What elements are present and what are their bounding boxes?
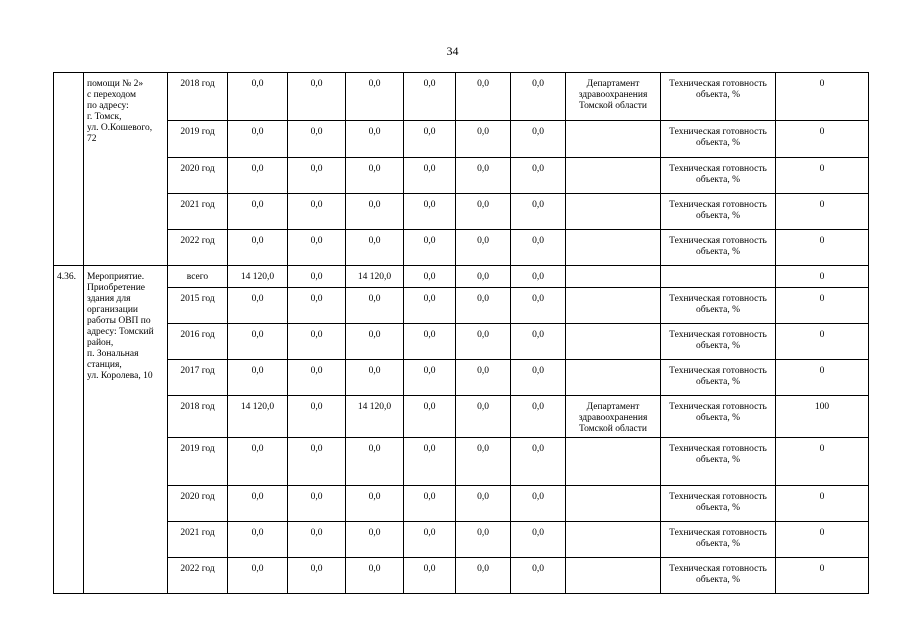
- year-cell: 2019 год: [168, 121, 228, 158]
- indicator-cell: Техническая готовность объекта, %: [661, 230, 776, 266]
- total-cell: 0,0: [228, 558, 288, 594]
- federal-budget-cell: 0,0: [288, 486, 346, 522]
- target-value-cell: 0: [776, 486, 869, 522]
- extrabudget-cell: 0,0: [456, 288, 511, 324]
- total-cell: 14 120,0: [228, 396, 288, 438]
- executor-cell: [566, 486, 661, 522]
- total-cell: 0,0: [228, 486, 288, 522]
- municipal-budget-cell: 0,0: [404, 121, 456, 158]
- target-value-cell: 0: [776, 266, 869, 288]
- year-cell: 2020 год: [168, 158, 228, 194]
- year-cell: 2018 год: [168, 73, 228, 121]
- indicator-cell: Техническая готовность объекта, %: [661, 194, 776, 230]
- table-row: [54, 396, 869, 438]
- other-funds-cell: 0,0: [511, 121, 566, 158]
- total-cell: 0,0: [228, 194, 288, 230]
- extrabudget-cell: 0,0: [456, 486, 511, 522]
- extrabudget-cell: 0,0: [456, 324, 511, 360]
- extrabudget-cell: 0,0: [456, 558, 511, 594]
- municipal-budget-cell: 0,0: [404, 230, 456, 266]
- page-number: 34: [446, 44, 459, 58]
- table-row: [54, 438, 869, 486]
- table-row: [54, 158, 869, 194]
- target-value-cell: 0: [776, 360, 869, 396]
- target-value-cell: 0: [776, 73, 869, 121]
- target-value-cell: 0: [776, 230, 869, 266]
- total-cell: 0,0: [228, 230, 288, 266]
- municipal-budget-cell: 0,0: [404, 522, 456, 558]
- other-funds-cell: 0,0: [511, 360, 566, 396]
- federal-budget-cell: 0,0: [288, 121, 346, 158]
- total-cell: 0,0: [228, 121, 288, 158]
- year-cell: 2020 год: [168, 486, 228, 522]
- total-cell: 0,0: [228, 288, 288, 324]
- executor-cell: [566, 522, 661, 558]
- federal-budget-cell: 0,0: [288, 288, 346, 324]
- regional-budget-cell: 0,0: [346, 522, 404, 558]
- extrabudget-cell: 0,0: [456, 360, 511, 396]
- year-cell: всего: [168, 266, 228, 288]
- year-cell: 2022 год: [168, 230, 228, 266]
- federal-budget-cell: 0,0: [288, 522, 346, 558]
- other-funds-cell: 0,0: [511, 288, 566, 324]
- federal-budget-cell: 0,0: [288, 438, 346, 486]
- other-funds-cell: 0,0: [511, 438, 566, 486]
- municipal-budget-cell: 0,0: [404, 360, 456, 396]
- regional-budget-cell: 0,0: [346, 288, 404, 324]
- target-value-cell: 100: [776, 396, 869, 438]
- regional-budget-cell: 0,0: [346, 73, 404, 121]
- target-value-cell: 0: [776, 324, 869, 360]
- executor-cell: [566, 121, 661, 158]
- total-cell: 0,0: [228, 522, 288, 558]
- other-funds-cell: 0,0: [511, 266, 566, 288]
- other-funds-cell: 0,0: [511, 73, 566, 121]
- target-value-cell: 0: [776, 288, 869, 324]
- executor-cell: [566, 324, 661, 360]
- federal-budget-cell: 0,0: [288, 230, 346, 266]
- extrabudget-cell: 0,0: [456, 230, 511, 266]
- table-row: [54, 194, 869, 230]
- other-funds-cell: 0,0: [511, 194, 566, 230]
- item-name: Мероприятие. Приобретение здания для организации работы ОВП по адресу: Томский район, п. Зональная станция, ул. Королева, 10: [84, 266, 168, 594]
- other-funds-cell: 0,0: [511, 486, 566, 522]
- federal-budget-cell: 0,0: [288, 396, 346, 438]
- indicator-cell: Техническая готовность объекта, %: [661, 288, 776, 324]
- indicator-cell: Техническая готовность объекта, %: [661, 558, 776, 594]
- table-row: [54, 230, 869, 266]
- regional-budget-cell: 0,0: [346, 558, 404, 594]
- indicator-cell: Техническая готовность объекта, %: [661, 438, 776, 486]
- year-cell: 2021 год: [168, 522, 228, 558]
- year-cell: 2017 год: [168, 360, 228, 396]
- item-number: [54, 73, 84, 266]
- other-funds-cell: 0,0: [511, 396, 566, 438]
- item-name: помощи № 2» с переходом по адресу: г. Томск, ул. О.Кошевого, 72: [84, 73, 168, 266]
- target-value-cell: 0: [776, 438, 869, 486]
- indicator-cell: Техническая готовность объекта, %: [661, 486, 776, 522]
- federal-budget-cell: 0,0: [288, 266, 346, 288]
- executor-cell: Департамент здравоохранения Томской области: [566, 73, 661, 121]
- extrabudget-cell: 0,0: [456, 266, 511, 288]
- indicator-cell: Техническая готовность объекта, %: [661, 73, 776, 121]
- year-cell: 2015 год: [168, 288, 228, 324]
- executor-cell: [566, 194, 661, 230]
- other-funds-cell: 0,0: [511, 230, 566, 266]
- year-cell: 2018 год: [168, 396, 228, 438]
- executor-cell: [566, 558, 661, 594]
- table-row: [54, 121, 869, 158]
- year-cell: 2016 год: [168, 324, 228, 360]
- indicator-cell: Техническая готовность объекта, %: [661, 121, 776, 158]
- executor-cell: [566, 438, 661, 486]
- extrabudget-cell: 0,0: [456, 158, 511, 194]
- indicator-cell: Техническая готовность объекта, %: [661, 396, 776, 438]
- table-row: [54, 486, 869, 522]
- regional-budget-cell: 0,0: [346, 194, 404, 230]
- executor-cell: [566, 288, 661, 324]
- municipal-budget-cell: 0,0: [404, 324, 456, 360]
- extrabudget-cell: 0,0: [456, 438, 511, 486]
- year-cell: 2019 год: [168, 438, 228, 486]
- municipal-budget-cell: 0,0: [404, 396, 456, 438]
- regional-budget-cell: 0,0: [346, 438, 404, 486]
- executor-cell: [566, 360, 661, 396]
- regional-budget-cell: 0,0: [346, 158, 404, 194]
- other-funds-cell: 0,0: [511, 558, 566, 594]
- indicator-cell: Техническая готовность объекта, %: [661, 158, 776, 194]
- executor-cell: [566, 158, 661, 194]
- other-funds-cell: 0,0: [511, 158, 566, 194]
- regional-budget-cell: 0,0: [346, 324, 404, 360]
- extrabudget-cell: 0,0: [456, 194, 511, 230]
- indicator-cell: Техническая готовность объекта, %: [661, 360, 776, 396]
- regional-budget-cell: 0,0: [346, 360, 404, 396]
- table-body: [54, 73, 869, 594]
- target-value-cell: 0: [776, 158, 869, 194]
- federal-budget-cell: 0,0: [288, 158, 346, 194]
- extrabudget-cell: 0,0: [456, 396, 511, 438]
- executor-cell: [566, 230, 661, 266]
- federal-budget-cell: 0,0: [288, 360, 346, 396]
- municipal-budget-cell: 0,0: [404, 158, 456, 194]
- other-funds-cell: 0,0: [511, 324, 566, 360]
- municipal-budget-cell: 0,0: [404, 288, 456, 324]
- indicator-cell: Техническая готовность объекта, %: [661, 324, 776, 360]
- regional-budget-cell: 14 120,0: [346, 266, 404, 288]
- federal-budget-cell: 0,0: [288, 558, 346, 594]
- item-number: 4.36.: [54, 266, 84, 594]
- table-row: [54, 266, 869, 288]
- table-row: [54, 324, 869, 360]
- budget-table: [53, 72, 869, 594]
- extrabudget-cell: 0,0: [456, 73, 511, 121]
- table-row: [54, 522, 869, 558]
- total-cell: 0,0: [228, 324, 288, 360]
- total-cell: 0,0: [228, 73, 288, 121]
- extrabudget-cell: 0,0: [456, 121, 511, 158]
- other-funds-cell: 0,0: [511, 522, 566, 558]
- indicator-cell: [661, 266, 776, 288]
- year-cell: 2021 год: [168, 194, 228, 230]
- executor-cell: Департамент здравоохранения Томской области: [566, 396, 661, 438]
- target-value-cell: 0: [776, 558, 869, 594]
- total-cell: 0,0: [228, 360, 288, 396]
- table-row: [54, 360, 869, 396]
- federal-budget-cell: 0,0: [288, 324, 346, 360]
- municipal-budget-cell: 0,0: [404, 73, 456, 121]
- table-row: [54, 288, 869, 324]
- table-row: [54, 558, 869, 594]
- regional-budget-cell: 0,0: [346, 230, 404, 266]
- federal-budget-cell: 0,0: [288, 194, 346, 230]
- regional-budget-cell: 14 120,0: [346, 396, 404, 438]
- executor-cell: [566, 266, 661, 288]
- regional-budget-cell: 0,0: [346, 486, 404, 522]
- extrabudget-cell: 0,0: [456, 522, 511, 558]
- federal-budget-cell: 0,0: [288, 73, 346, 121]
- table-row: [54, 73, 869, 121]
- municipal-budget-cell: 0,0: [404, 194, 456, 230]
- year-cell: 2022 год: [168, 558, 228, 594]
- target-value-cell: 0: [776, 121, 869, 158]
- target-value-cell: 0: [776, 194, 869, 230]
- target-value-cell: 0: [776, 522, 869, 558]
- total-cell: 0,0: [228, 158, 288, 194]
- municipal-budget-cell: 0,0: [404, 486, 456, 522]
- indicator-cell: Техническая готовность объекта, %: [661, 522, 776, 558]
- municipal-budget-cell: 0,0: [404, 266, 456, 288]
- total-cell: 0,0: [228, 438, 288, 486]
- municipal-budget-cell: 0,0: [404, 558, 456, 594]
- municipal-budget-cell: 0,0: [404, 438, 456, 486]
- regional-budget-cell: 0,0: [346, 121, 404, 158]
- total-cell: 14 120,0: [228, 266, 288, 288]
